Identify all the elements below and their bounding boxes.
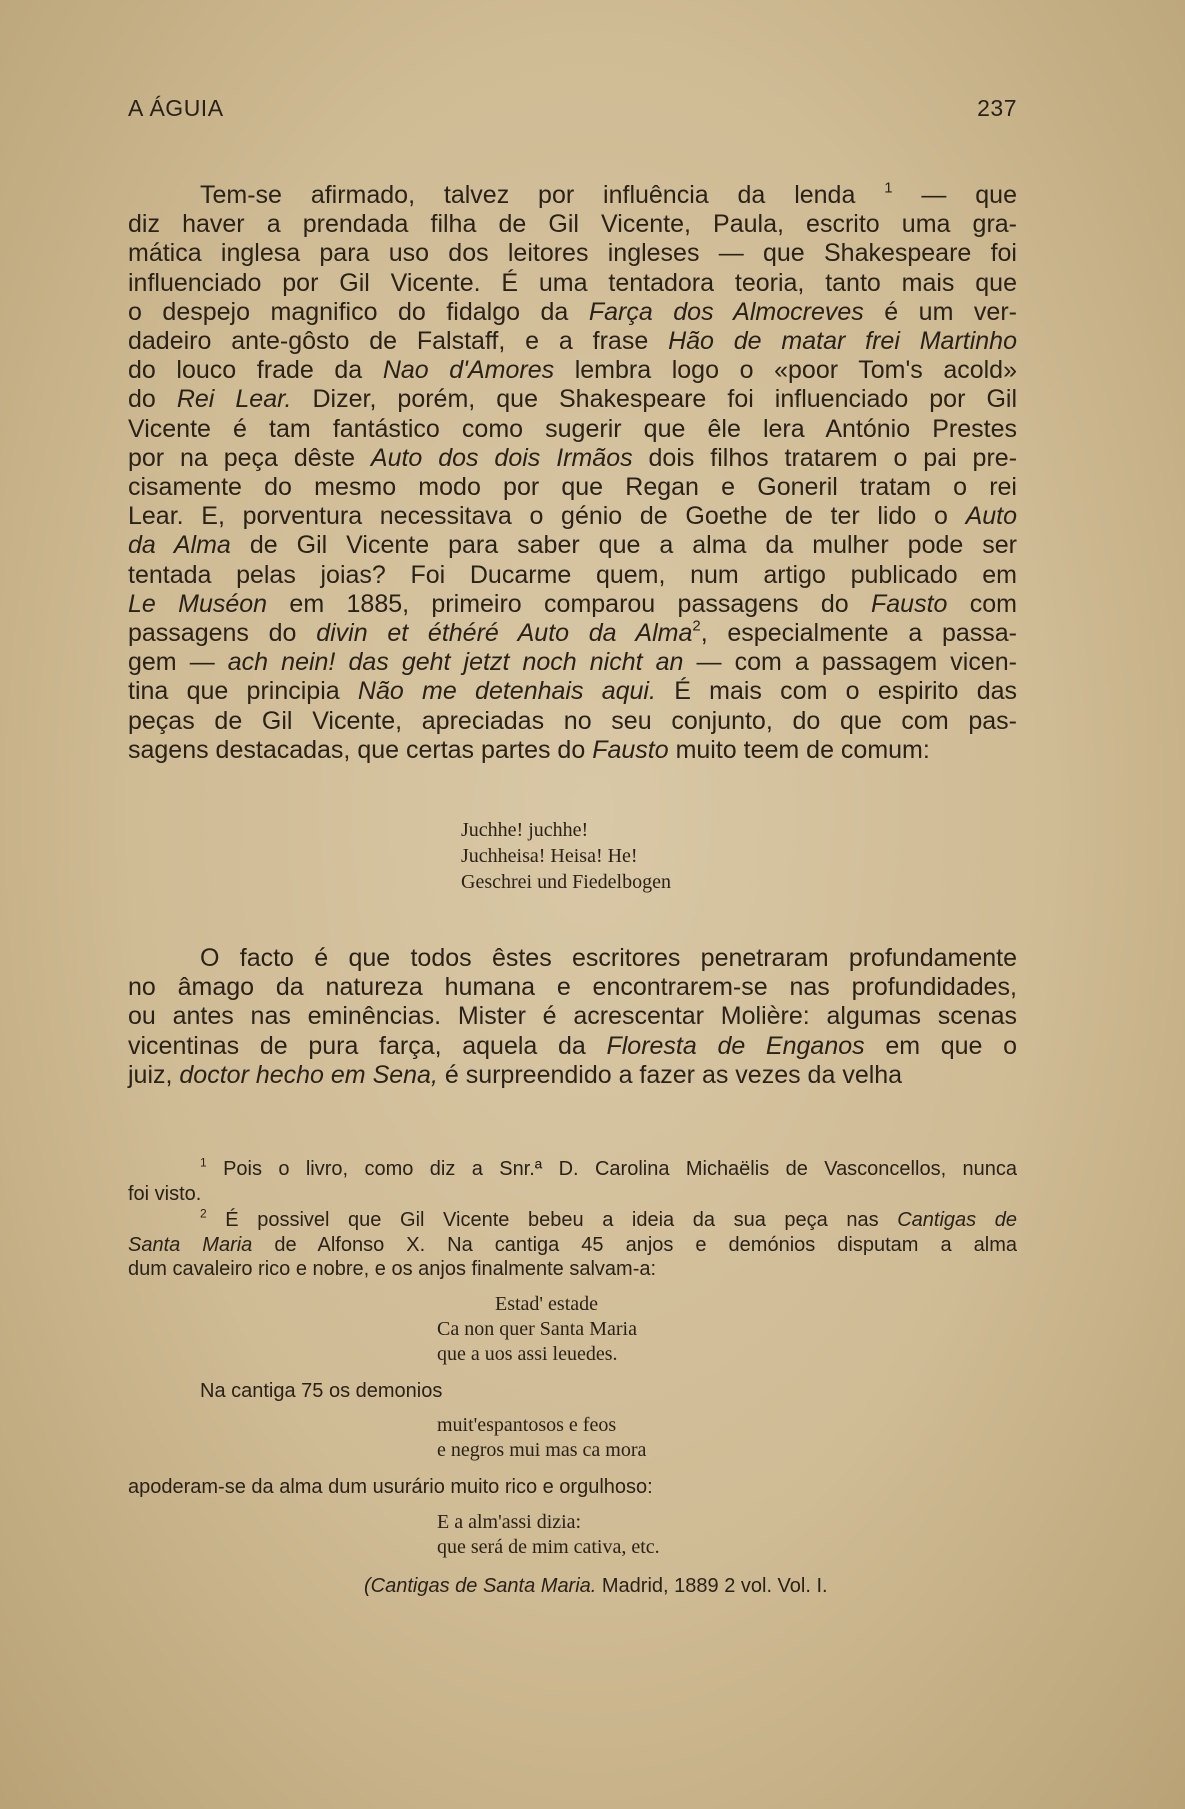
text-line: tentada pelas joias? Foi Ducarme quem, num artigo publicado em [128, 560, 1017, 589]
verse-line: muit'espantosos e feos [437, 1414, 617, 1436]
italic-text: Farça dos Almocreves [588, 297, 864, 326]
text-line: da Alma de Gil Vicente para saber que a alma da mulher pode ser [128, 531, 1017, 560]
footnote-marker: 1 [884, 179, 893, 197]
text-line: no âmago da natureza humana e encontrarem-se nas profundidades, [128, 973, 1017, 1002]
verse-line: Juchhe! juchhe! [461, 819, 589, 841]
text-line: gem — ach nein! das geht jetzt noch nicht an — com a passagem vicen- [128, 648, 1017, 677]
italic-text: Nao d'Amores [382, 356, 555, 385]
text-line: ou antes nas eminências. Mister é acrescentar Molière: algumas scenas [128, 1002, 1017, 1031]
text-line: vicentinas de pura farça, aquela da Floresta de Enganos em que o [128, 1031, 1018, 1060]
text-line: influenciado por Gil Vicente. É uma tentadora teoria, tanto mais que [128, 268, 1017, 297]
italic-text: Santa Maria [128, 1233, 253, 1256]
verse-line: Geschrei und Fiedelbogen [461, 871, 671, 893]
text-line: do louco frade da Nao d'Amores lembra logo o «poor Tom's acold» [128, 356, 1017, 385]
page-header [128, 95, 1017, 122]
italic-text: Cantigas de [897, 1209, 1017, 1231]
verse-line: que a uos assi leuedes. [437, 1342, 618, 1365]
italic-text: divin et éthéré Auto da Alma [316, 619, 693, 648]
text-line: sagens destacadas, que certas partes do Fausto muito teem de comum: [128, 735, 930, 764]
italic-text: da Alma [128, 531, 231, 560]
footnote-verse-3 [128, 1510, 1017, 1560]
verse-line: Juchheisa! Heisa! He! [461, 845, 638, 867]
body-paragraph-2 [128, 944, 1017, 1090]
italic-text: Hão de matar frei Martinho [668, 327, 1017, 356]
footnote-2 [128, 1208, 1017, 1282]
text-line: Le Muséon em 1885, primeiro comparou passagens do Fausto com [128, 589, 1017, 618]
text-line: Santa Maria de Alfonso X. Na cantiga 45 anjos e demónios disputam a alma [128, 1233, 1017, 1256]
running-title: A ÁGUIA [128, 95, 224, 121]
footnote-marker: 2 [200, 1206, 207, 1221]
italic-text: Rei Lear. [176, 385, 292, 414]
text-line: por na peça dêste Auto dos dois Irmãos dois filhos tratarem o pai pre- [128, 443, 1018, 472]
text-line: diz haver a prendada filha de Gil Vicente, Paula, escrito uma gra- [128, 210, 1017, 239]
text-line: dadeiro ante-gôsto de Falstaff, e a frase Hão de matar frei Martinho [128, 327, 1017, 356]
text-line: Tem-se afirmado, talvez por influência da lenda $^1$ — que [200, 179, 1017, 209]
italic-text: Floresta de Enganos [606, 1031, 865, 1060]
footnote-text-a: Na cantiga 75 os demonios [200, 1379, 443, 1402]
text-line: juiz, doctor hecho em Sena, é surpreendido a fazer as vezes da velha [128, 1060, 903, 1089]
page-number: 237 [977, 95, 1017, 121]
poem-quote [461, 817, 671, 895]
italic-text: Auto dos dois Irmãos [370, 443, 633, 472]
text-line: Lear. E, porventura necessitava o génio de Goethe de ter lido o Auto [128, 502, 1017, 531]
italic-text: Fausto [592, 735, 669, 764]
footnote-marker: 2 [692, 617, 701, 635]
italic-text: ach nein! das geht jetzt noch nicht an [227, 648, 684, 677]
italic-text: (Cantigas de Santa Maria. [364, 1574, 597, 1597]
text-line: mática inglesa para uso dos leitores ingleses — que Shakespeare foi [128, 239, 1017, 268]
footnote-marker: 1 [200, 1155, 207, 1170]
italic-text: Fausto [870, 589, 948, 618]
verse-line: E a alm'assi dizia: [437, 1510, 582, 1533]
footnote-verse-1 [128, 1292, 1017, 1367]
text-line: peças de Gil Vicente, apreciadas no seu conjunto, do que com pas- [128, 706, 1017, 735]
footnotes [128, 1157, 1017, 1598]
text-line: o despejo magnifico do fidalgo da Farça dos Almocreves é um ver- [128, 297, 1017, 326]
text-line: passagens do divin et éthéré Auto da Alma$^2$, especialmente a passa- [128, 617, 1017, 648]
footnote-1 [128, 1157, 1017, 1206]
text-line: Vicente é tam fantástico como sugerir que êle lera António Prestes [128, 414, 1017, 443]
italic-text: Não me detenhais aqui. [357, 677, 656, 706]
text-line: foi visto. [128, 1182, 202, 1205]
text-line: dum cavaleiro rico e nobre, e os anjos finalmente salvam-a: [128, 1258, 657, 1280]
verse-line: que será de mim cativa, etc. [437, 1535, 660, 1558]
italic-text: Auto [965, 502, 1017, 531]
footnote-verse-2 [128, 1413, 1017, 1463]
text-line: $^2$ É possivel que Gil Vicente bebeu a ideia da sua peça nas Cantigas de [200, 1206, 1017, 1231]
text-line: do Rei Lear. Dizer, porém, que Shakespeare foi influenciado por Gil [128, 385, 1017, 414]
text-line: cisamente do mesmo modo por que Regan e Goneril tratam o rei [128, 473, 1017, 502]
body-paragraph-1 [128, 181, 1017, 765]
text-line: O facto é que todos êstes escritores penetraram profundamente [200, 944, 1017, 972]
italic-text: doctor hecho em Sena, [179, 1060, 438, 1089]
verse-line: Estad' estade [495, 1292, 599, 1315]
text-line: tina que principia Não me detenhais aqui. É mais com o espirito das [128, 677, 1017, 706]
footnote-citation: (Cantigas de Santa Maria. Madrid, 1889 2 vol. Vol. I. [364, 1574, 828, 1597]
footnote-text-b: apoderam-se da alma dum usurário muito rico e orgulhoso: [128, 1476, 653, 1498]
text-line: $^1$ Pois o livro, como diz a Snr.ª D. Carolina Michaëlis de Vasconcellos, nunca [200, 1155, 1017, 1180]
italic-text: Le Muséon [128, 589, 268, 618]
verse-line: Ca non quer Santa Maria [437, 1317, 637, 1340]
verse-line: e negros mui mas ca mora [437, 1439, 647, 1461]
